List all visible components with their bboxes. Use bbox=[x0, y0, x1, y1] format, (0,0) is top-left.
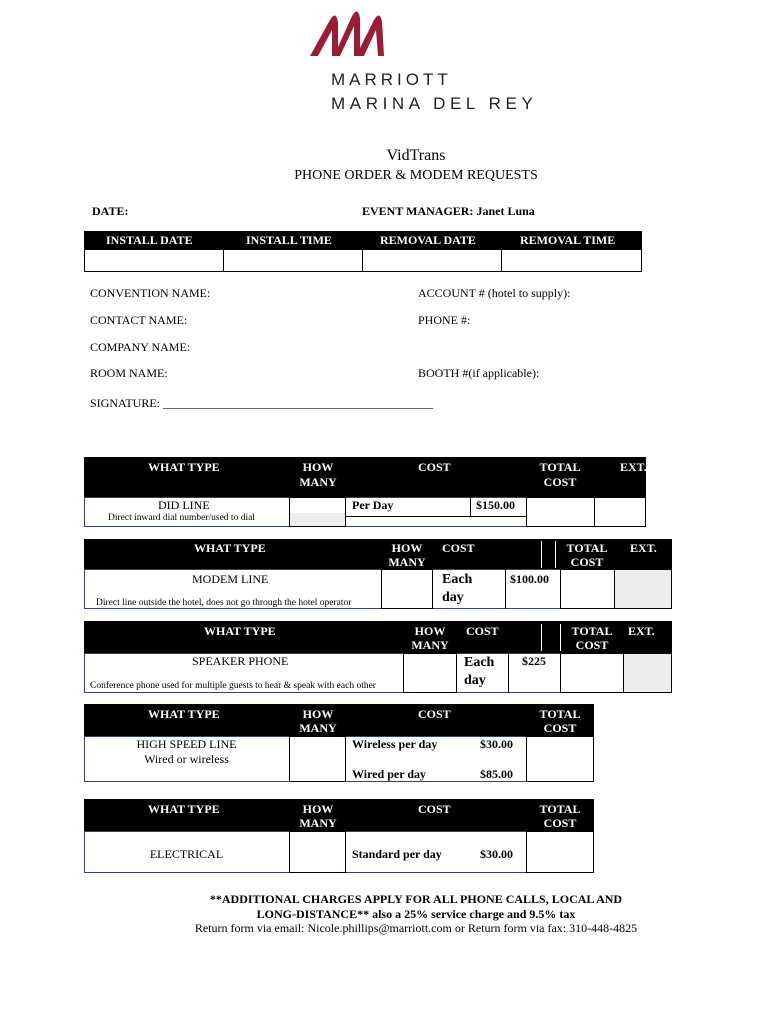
electrical-what-type-header: WHAT TYPE bbox=[148, 802, 220, 816]
date-label: DATE: bbox=[92, 204, 129, 218]
highspeed-total-header: TOTAL bbox=[539, 707, 581, 721]
did-rate: Per Day bbox=[352, 498, 394, 512]
removal-time-header: REMOVAL TIME bbox=[520, 233, 616, 247]
highspeed-price-wireless: $30.00 bbox=[480, 737, 513, 751]
install-table-header bbox=[84, 231, 642, 249]
did-how-header: HOW bbox=[302, 460, 334, 474]
modem-cost-header: COST bbox=[442, 541, 475, 555]
electrical-many-header: MANY bbox=[299, 816, 337, 830]
modem-total-input[interactable] bbox=[560, 569, 615, 609]
did-divider-3 bbox=[345, 516, 526, 517]
electrical-price: $30.00 bbox=[480, 847, 513, 861]
marriott-logo-mark bbox=[308, 6, 390, 64]
highspeed-quantity-input[interactable] bbox=[289, 736, 346, 782]
electrical-total-input[interactable] bbox=[526, 831, 594, 873]
modem-how-header: HOW bbox=[391, 541, 423, 555]
highspeed-rate-wireless: Wireless per day bbox=[352, 737, 438, 751]
modem-quantity-input[interactable] bbox=[381, 569, 433, 609]
speaker-total-header: TOTAL bbox=[571, 624, 613, 638]
modem-header-divider bbox=[541, 541, 542, 568]
speaker-header-divider-2 bbox=[560, 624, 561, 651]
speaker-rate-each: Each bbox=[464, 655, 495, 670]
account-number-field[interactable]: ACCOUNT # (hotel to supply): bbox=[418, 286, 571, 300]
electrical-rate: Standard per day bbox=[352, 847, 442, 861]
speaker-quantity-input[interactable] bbox=[403, 653, 457, 693]
install-date-input[interactable] bbox=[84, 249, 224, 272]
modem-rate-each: Each bbox=[442, 572, 473, 587]
additional-charges-note: **ADDITIONAL CHARGES APPLY FOR ALL PHONE CALLS, LOCAL AND bbox=[209, 892, 623, 906]
modem-ext-input[interactable] bbox=[614, 569, 672, 609]
did-what-type-header: WHAT TYPE bbox=[148, 460, 220, 474]
install-time-header: INSTALL TIME bbox=[246, 233, 332, 247]
convention-name-field[interactable]: CONVENTION NAME: bbox=[90, 286, 211, 300]
highspeed-cost-header: COST bbox=[418, 707, 451, 721]
modem-item-label: MODEM LINE bbox=[192, 572, 269, 586]
modem-header-divider-2 bbox=[555, 541, 556, 568]
did-total-input[interactable] bbox=[526, 497, 595, 527]
did-many-header: MANY bbox=[299, 475, 337, 489]
modem-ext-header: EXT. bbox=[630, 541, 657, 555]
removal-date-input[interactable] bbox=[362, 249, 502, 272]
highspeed-item-label: HIGH SPEED LINE bbox=[136, 737, 237, 751]
speaker-how-header: HOW bbox=[414, 624, 446, 638]
modem-total-header: TOTAL bbox=[566, 541, 608, 555]
speaker-header-divider bbox=[541, 624, 542, 651]
highspeed-price-wired: $85.00 bbox=[480, 767, 513, 781]
contact-name-field[interactable]: CONTACT NAME: bbox=[90, 313, 188, 327]
speaker-rate-day: day bbox=[464, 673, 486, 688]
speaker-price: $225 bbox=[522, 654, 546, 668]
modem-price: $100.00 bbox=[510, 572, 549, 586]
page-title: VidTrans bbox=[386, 147, 446, 164]
speaker-cost-header: COST bbox=[466, 624, 499, 638]
highspeed-rate-wired: Wired per day bbox=[352, 767, 427, 781]
speaker-total-cost-header: COST bbox=[575, 638, 609, 652]
modem-total-cost-header: COST bbox=[570, 555, 604, 569]
logo-wordmark-location: MARINA DEL REY bbox=[331, 94, 538, 113]
modem-many-header: MANY bbox=[388, 555, 426, 569]
signature-field[interactable]: SIGNATURE: _____________________________________________ bbox=[90, 396, 434, 410]
install-date-header: INSTALL DATE bbox=[106, 233, 193, 247]
page-subtitle: PHONE ORDER & MODEM REQUESTS bbox=[294, 168, 538, 183]
highspeed-total-input[interactable] bbox=[526, 736, 594, 782]
logo-wordmark-marriott: MARRIOTT bbox=[331, 70, 452, 89]
highspeed-many-header: MANY bbox=[299, 721, 337, 735]
electrical-cost-header: COST bbox=[418, 802, 451, 816]
speaker-divider bbox=[508, 653, 509, 693]
did-divider-2 bbox=[470, 497, 471, 517]
modem-rate-day: day bbox=[442, 590, 464, 605]
did-description: Direct inward dial number/used to dial bbox=[108, 513, 255, 523]
highspeed-how-header: HOW bbox=[302, 707, 334, 721]
did-cost-header: COST bbox=[418, 460, 451, 474]
phone-number-field[interactable]: PHONE #: bbox=[418, 313, 471, 327]
electrical-item-label: ELECTRICAL bbox=[149, 847, 224, 861]
speaker-many-header: MANY bbox=[411, 638, 449, 652]
modem-description: Direct line outside the hotel, does not go through the hotel operator bbox=[96, 598, 352, 608]
return-form-note: Return form via email: Nicole.phillips@marriott.com or Return form via fax: 310-448-4825 bbox=[194, 921, 638, 935]
modem-what-type-header: WHAT TYPE bbox=[194, 541, 266, 555]
service-charge-note: LONG-DISTANCE** also a 25% service charge and 9.5% tax bbox=[256, 907, 576, 921]
speaker-what-type-header: WHAT TYPE bbox=[204, 624, 276, 638]
did-total-header: TOTAL bbox=[539, 460, 581, 474]
did-price: $150.00 bbox=[476, 498, 515, 512]
speaker-description: Conference phone used for multiple guests to hear & speak with each other bbox=[90, 681, 376, 691]
highspeed-total-cost-header: COST bbox=[543, 721, 577, 735]
did-total-cost-header: COST bbox=[543, 475, 577, 489]
removal-date-header: REMOVAL DATE bbox=[380, 233, 476, 247]
electrical-total-cost-header: COST bbox=[543, 816, 577, 830]
electrical-how-header: HOW bbox=[302, 802, 334, 816]
did-divider bbox=[345, 497, 346, 527]
highspeed-what-type-header: WHAT TYPE bbox=[148, 707, 220, 721]
speaker-ext-header: EXT. bbox=[628, 624, 655, 638]
speaker-item-label: SPEAKER PHONE bbox=[192, 654, 289, 668]
highspeed-description: Wired or wireless bbox=[144, 752, 229, 766]
did-quantity-shade bbox=[290, 513, 345, 526]
did-ext-header: EXT. bbox=[620, 460, 647, 474]
speaker-total-input[interactable] bbox=[560, 653, 624, 693]
did-ext-input[interactable] bbox=[594, 497, 646, 527]
install-time-input[interactable] bbox=[223, 249, 363, 272]
company-name-field[interactable]: COMPANY NAME: bbox=[90, 340, 191, 354]
did-item-label: DID LINE bbox=[158, 498, 210, 512]
booth-number-field[interactable]: BOOTH #(if applicable): bbox=[418, 366, 540, 380]
modem-divider bbox=[505, 569, 506, 609]
electrical-quantity-input[interactable] bbox=[289, 831, 346, 873]
room-name-field[interactable]: ROOM NAME: bbox=[90, 366, 168, 380]
event-manager-label: EVENT MANAGER: Janet Luna bbox=[362, 204, 535, 218]
speaker-ext-input[interactable] bbox=[623, 653, 672, 693]
removal-time-input[interactable] bbox=[501, 249, 642, 272]
electrical-total-header: TOTAL bbox=[539, 802, 581, 816]
